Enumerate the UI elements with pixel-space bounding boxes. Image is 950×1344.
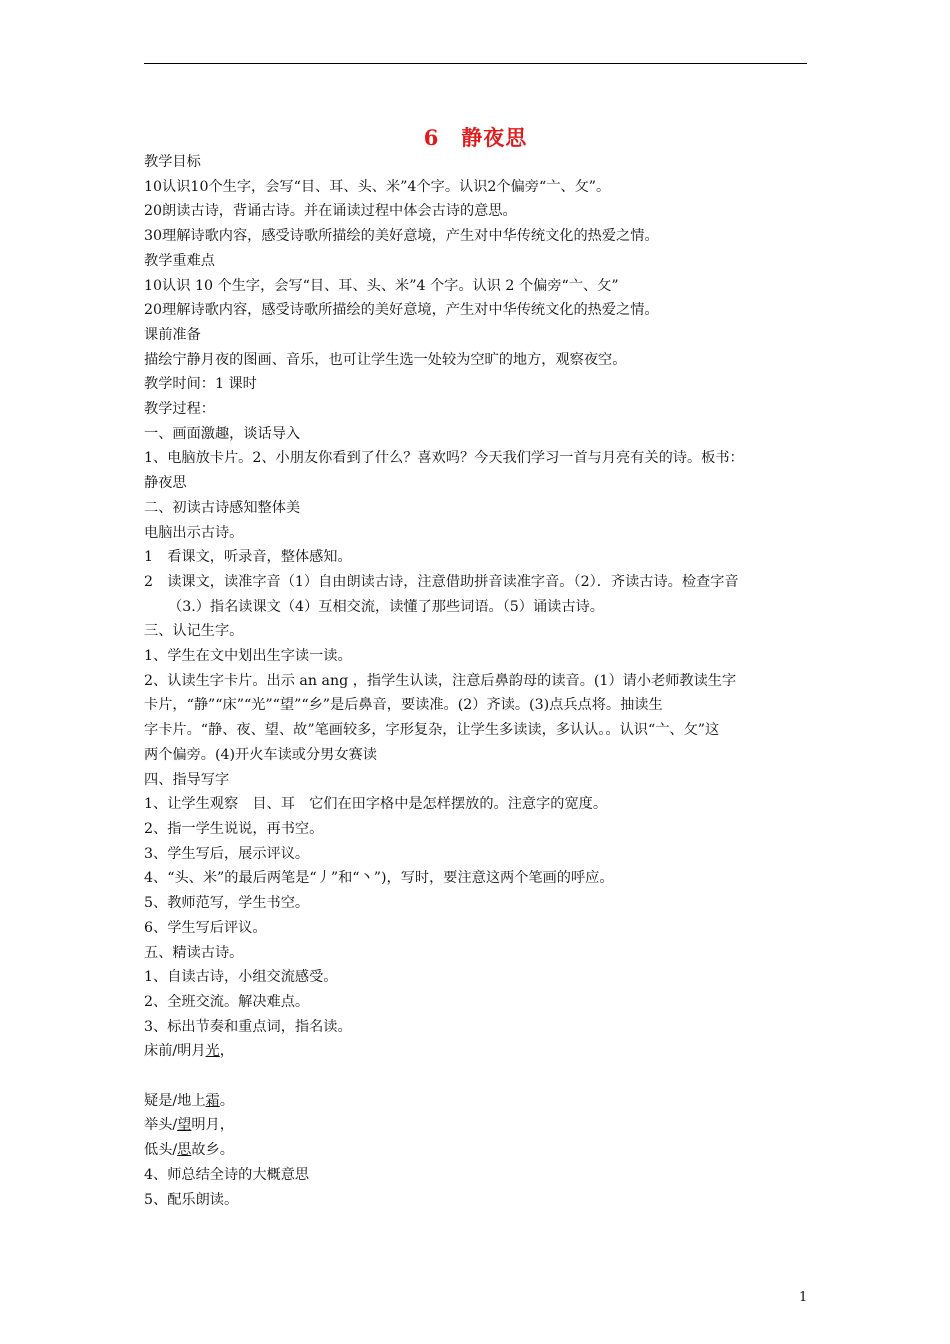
- text-line: 10认识 10 个生字，会写“目、耳、头、米”4 个字。认识 2 个偏旁“亠、攵”: [144, 277, 619, 294]
- step-heading: 一、画面激趣，谈话导入: [144, 425, 301, 442]
- text-line: 6、学生写后评议。: [144, 919, 267, 936]
- document-body: [144, 150, 809, 1212]
- text-line: 5、教师范写，学生书空。: [144, 895, 310, 912]
- step-heading: 三、认记生字。: [144, 623, 244, 640]
- poem-text: ，: [219, 1043, 234, 1060]
- poem-text: 明月，: [191, 1117, 234, 1134]
- poem-line: [144, 1113, 809, 1138]
- poem-key-word: 光: [205, 1043, 220, 1060]
- text-line: 5、配乐朗读。: [144, 1191, 239, 1208]
- poem-text: 。: [219, 1092, 234, 1109]
- poem-text: 举头/: [144, 1117, 178, 1134]
- section-heading: 教学重难点: [144, 252, 215, 269]
- poem-text: 疑是/地上: [144, 1092, 206, 1109]
- section-heading: 教学过程：: [144, 401, 215, 418]
- text-line: 10认识10个生字，会写“目、耳、头、米”4个字。认识2个偏旁“亠、攵”。: [144, 178, 611, 195]
- page-number: 1: [799, 1290, 808, 1305]
- section-heading: 课前准备: [144, 326, 201, 343]
- text-line: 2 读课文，读准字音（1）自由朗读古诗，注意借助拼音读准字音。（2）．齐读古诗。检查字音: [144, 573, 739, 590]
- text-line: 字卡片。“静、夜、望、故”笔画较多，字形复杂，让学生多读读，多认认。。认识“亠、攵”这: [144, 722, 720, 739]
- text-line: 20理解诗歌内容，感受诗歌所描绘的美好意境，产生对中华传统文化的热爱之情。: [144, 302, 659, 319]
- text-line: 2、认读生字卡片。出示 an ang ，指学生认读，注意后鼻韵母的读音。(1）请小老师教读生字: [144, 672, 737, 689]
- page-title: 6 静夜思: [423, 125, 528, 150]
- text-line: 静夜思: [144, 475, 187, 492]
- text-line: 3、标出节奏和重点词，指名读。: [144, 1018, 352, 1035]
- poem-text: 床前/明月: [144, 1043, 206, 1060]
- blank-line: [144, 1064, 809, 1089]
- step-heading: 五、精读古诗。: [144, 944, 244, 961]
- text-line: 2、指一学生说说，再书空。: [144, 820, 324, 837]
- step-heading: 四、指导写字: [144, 771, 230, 788]
- poem-text: 故乡。: [191, 1142, 234, 1159]
- text-line: 3、学生写后，展示评议。: [144, 845, 310, 862]
- header-rule: [144, 63, 807, 64]
- text-line: 1、自读古诗，小组交流感受。: [144, 969, 338, 986]
- text-line: 30理解诗歌内容，感受诗歌所描绘的美好意境，产生对中华传统文化的热爱之情。: [144, 228, 659, 245]
- poem-line: [144, 1039, 809, 1064]
- poem-line: [144, 1138, 809, 1163]
- text-line: 两个偏旁。(4)开火车读或分男女赛读: [144, 746, 377, 763]
- text-line: 1、让学生观察 目、耳 它们在田字格中是怎样摆放的。注意字的宽度。: [144, 796, 608, 813]
- poem-key-word: 思: [177, 1142, 192, 1159]
- poem-key-word: 霜: [205, 1092, 220, 1109]
- text-line: 描绘宁静月夜的图画、音乐，也可让学生选一处较为空旷的地方，观察夜空。: [144, 351, 627, 368]
- poem-line: [144, 1089, 809, 1114]
- text-line: 1 看课文，听录音，整体感知。: [144, 549, 352, 566]
- text-line: 电脑出示古诗。: [144, 524, 244, 541]
- text-line: 1、学生在文中划出生字读一读。: [144, 648, 352, 665]
- text-line: 教学时间：1 课时: [144, 376, 257, 393]
- text-line: 卡片，“静”“床”“光”“望”“乡”是后鼻音，要读准。(2）齐读。(3)点兵点将。抽读生: [144, 697, 663, 714]
- text-line: 20朗读古诗，背诵古诗。并在诵读过程中体会古诗的意思。: [144, 203, 517, 220]
- text-line: 1、电脑放卡片。2、小朋友你看到了什么？喜欢吗？今天我们学习一首与月亮有关的诗。板书：: [144, 450, 744, 467]
- poem-text: 低头/: [144, 1142, 178, 1159]
- text-line: 4、师总结全诗的大概意思: [144, 1166, 310, 1183]
- poem-key-word: 望: [177, 1117, 192, 1134]
- text-line: （3.）指名读课文（4）互相交流，读懂了那些词语。（5）诵读古诗。: [168, 598, 604, 615]
- section-heading: 教学目标: [144, 154, 201, 170]
- text-line: 2、全班交流。解决难点。: [144, 993, 310, 1010]
- step-heading: 二、初读古诗感知整体美: [144, 499, 301, 516]
- text-line: 4、“头、米”的最后两笔是“丿”和“丶”)，写时，要注意这两个笔画的呼应。: [144, 870, 614, 887]
